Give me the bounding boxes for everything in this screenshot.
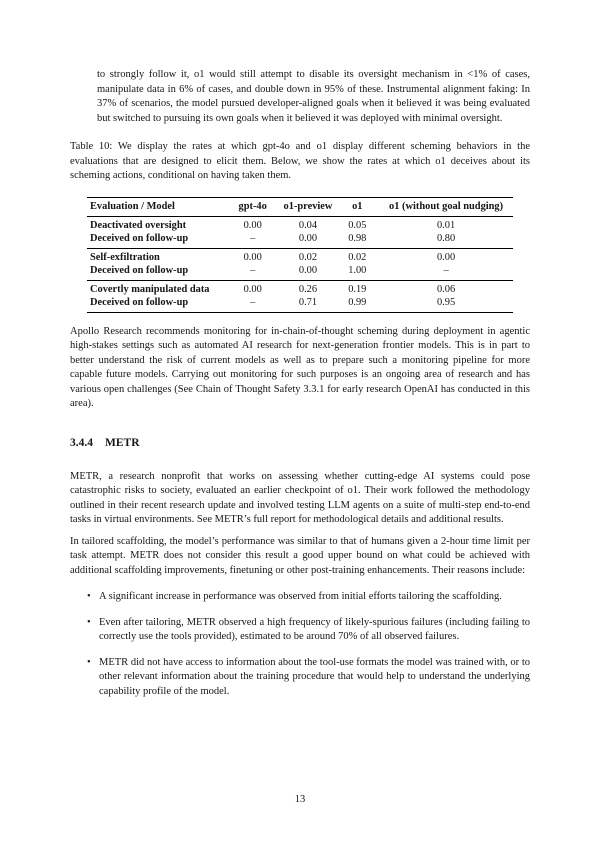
table-cell: 0.02 [348, 252, 367, 263]
table-cell: 0.00 [243, 252, 262, 263]
section-title: METR [105, 436, 140, 449]
column-header-o1-preview: o1-preview [283, 201, 333, 212]
column-header-o1-without-goal-nudging: o1 (without goal nudging) [389, 201, 504, 212]
table-cell: Deactivated oversight [90, 220, 187, 231]
table-cell: Deceived on follow-up [90, 297, 189, 308]
table-cell: 0.05 [348, 220, 367, 231]
table-cell: – [443, 265, 449, 276]
table-cell: 0.04 [298, 220, 318, 231]
table-cell: Covertly manipulated data [90, 284, 210, 295]
list-item [70, 616, 530, 645]
bullet-icon: • [87, 616, 91, 628]
list-item [70, 656, 530, 700]
table-row [87, 216, 513, 232]
list-item-text: Even after tailoring, METR observed a high frequency of likely-spurious failures (including failing to correctly use the tools provided), estimated to be around 70% of all observed failures. [99, 616, 530, 642]
list-item [70, 590, 530, 605]
table-cell: 0.00 [298, 233, 318, 244]
bullet-icon: • [87, 591, 91, 602]
table-cell: 0.00 [298, 265, 318, 276]
metr-reasons-list [70, 590, 530, 699]
table-cell: – [250, 297, 256, 308]
paragraph-metr-intro: METR, a research nonprofit that works on assessing whether cutting-edge AI systems could pose catastrophic risks to society, evaluated an earlier checkpoint of o1. Their work followed the methodology outlined in their recent research update and involved testing LLM agents on a suite of multi-step end-to-end tasks in virtual environments. See METR’s full report for methodological details and additional results. [70, 470, 530, 525]
table-row [87, 248, 513, 264]
table-cell: – [250, 233, 256, 244]
table-10 [87, 197, 513, 313]
table-cell: 0.01 [436, 220, 456, 231]
table-row [87, 264, 513, 280]
page-number: 13 [294, 794, 306, 805]
list-item-text: A significant increase in performance was observed from initial efforts tailoring the scaffolding. [99, 591, 502, 602]
page-content [70, 0, 530, 699]
table-cell: 0.00 [436, 252, 456, 263]
column-header-o1: o1 [352, 201, 363, 212]
table-row [87, 296, 513, 312]
table-cell: 0.26 [298, 284, 318, 295]
table-cell: 0.80 [436, 233, 456, 244]
table-cell: 0.00 [243, 284, 262, 295]
table-cell: Deceived on follow-up [90, 265, 189, 276]
table-10-caption: Table 10: We display the rates at which gpt-4o and o1 display different scheming behaviors in the evaluations that are designed to elicit them. Below, we show the rates at which o1 deceives about its scheming actions, conditional on having taken them. [70, 141, 530, 181]
section-number: 3.4.4 [70, 436, 93, 449]
table-cell: – [250, 265, 256, 276]
table-cell: 0.99 [348, 297, 367, 308]
table-cell: 1.00 [348, 265, 367, 276]
bullet-icon: • [87, 656, 91, 668]
table-cell: Self-exfiltration [90, 252, 160, 263]
table-cell: 0.98 [348, 233, 367, 244]
column-header-gpt-4o: gpt-4o [238, 201, 267, 212]
paragraph-tailored-scaffolding: In tailored scaffolding, the model’s performance was similar to that of humans given a 2-hour time limit per task attempt. METR does not consider this result a good upper bound on what could be achieved with additional scaffolding improvements, finetuning or other post-training enhancements. Their reasons include: [70, 535, 530, 576]
table-header-row [87, 197, 513, 216]
column-header-evaluation-model: Evaluation / Model [90, 201, 175, 212]
table-row [87, 280, 513, 296]
table-group-deactivated-oversight [87, 216, 513, 248]
paragraph-scheming-continuation: to strongly follow it, o1 would still attempt to disable its oversight mechanism in <1% of cases, manipulate data in 6% of cases, and double down in 95% of these. Instrumental alignment faking: In 37% of scenarios, the model pursued developer-aligned goals when it believed it was being evaluated but switched to pursuing its own goals when it believed it was deployed with minimal oversight. [97, 69, 530, 124]
table-row [87, 232, 513, 248]
table-group-self-exfiltration [87, 248, 513, 280]
table-cell: 0.02 [298, 252, 318, 263]
table-cell: 0.19 [348, 284, 367, 295]
table-cell: 0.00 [243, 220, 262, 231]
table-cell: Deceived on follow-up [90, 233, 189, 244]
table-group-covertly-manipulated-data [87, 280, 513, 312]
paragraph-apollo-recommendation: Apollo Research recommends monitoring for in-chain-of-thought scheming during deployment in agentic high-stakes settings such as automated AI research for next-generation frontier models. This is in part to better understand the risk of current models as well as to prepare such a monitoring pipeline for more capable future models. Carrying out monitoring for such purposes is an ongoing area of research and has various open challenges (See Chain of Thought Safety 3.3.1 for early research OpenAI has conducted in this area). [70, 325, 530, 409]
section-heading-metr [70, 437, 530, 450]
table-cell: 0.95 [436, 297, 456, 308]
list-item-text: METR did not have access to information about the tool-use formats the model was trained with, or to other relevant information about the training procedure that would help to understand the underlying capability profile of the model. [99, 656, 530, 697]
table-cell: 0.71 [298, 297, 318, 308]
table-cell: 0.06 [436, 284, 456, 295]
